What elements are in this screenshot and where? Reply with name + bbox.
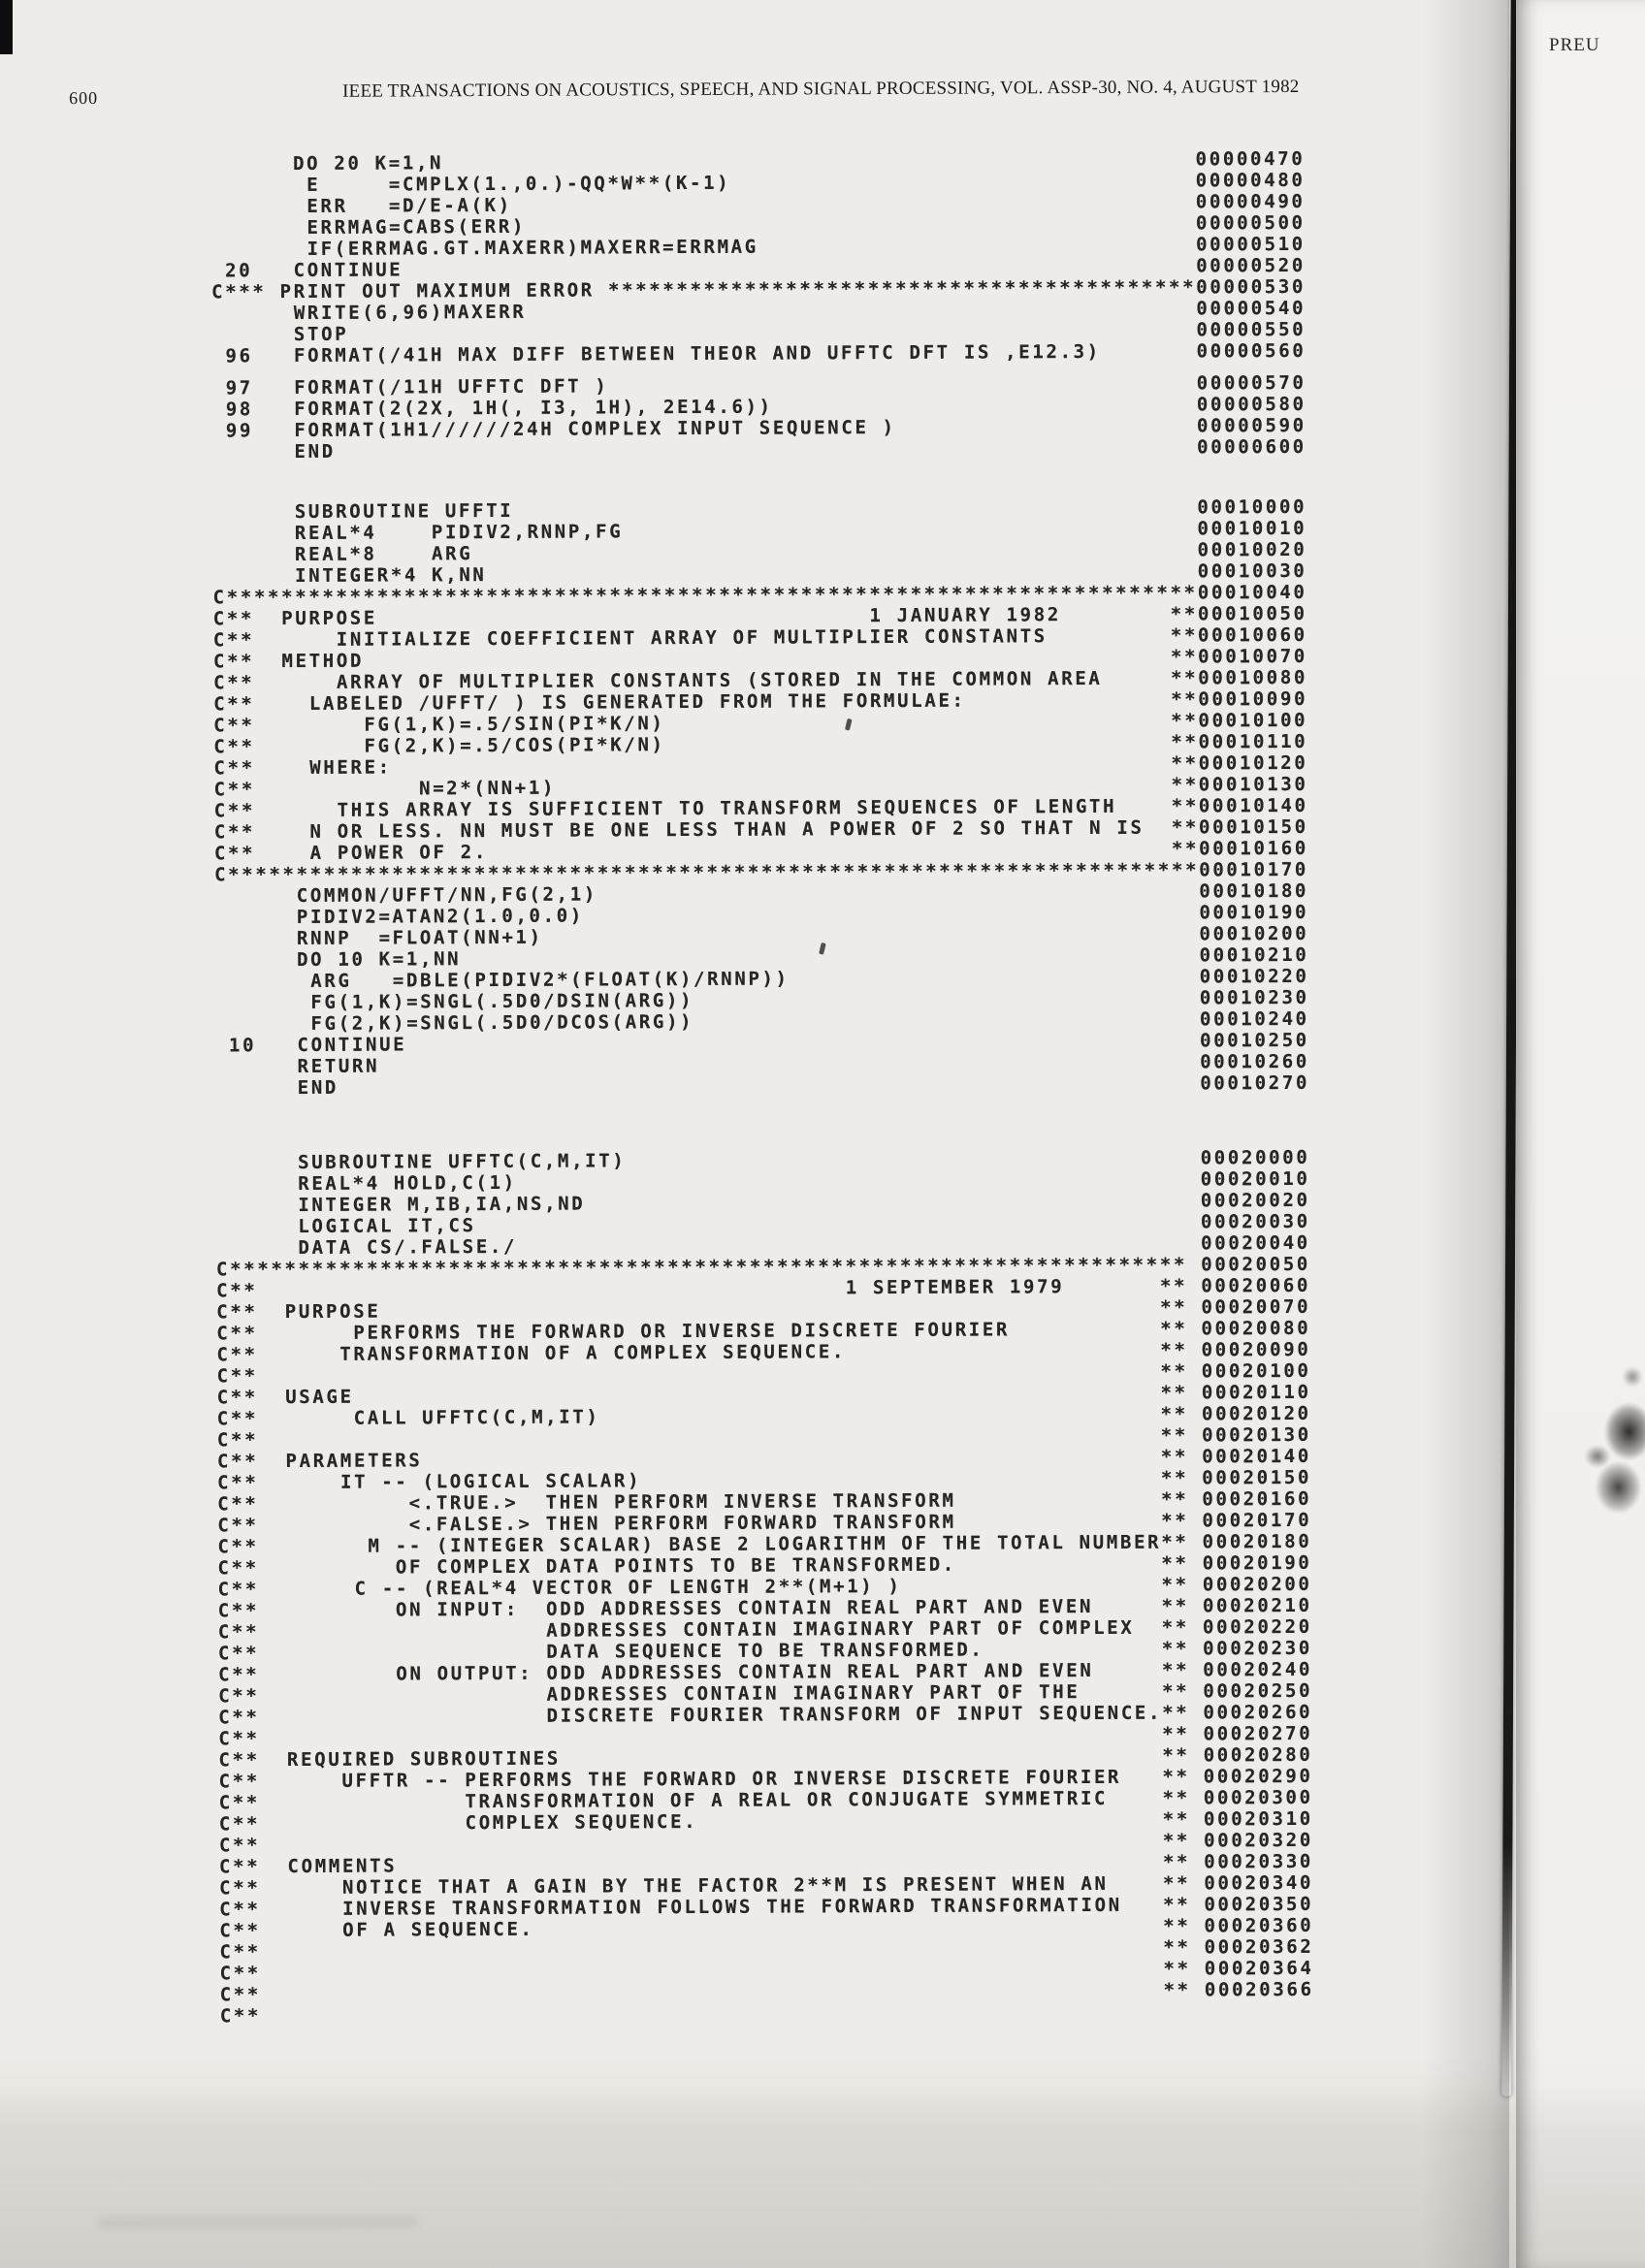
card-sequence-number: 00010270 — [1200, 1071, 1310, 1095]
code-text: 99 FORMAT(1H1//////24H COMPLEX INPUT SEQUENCE ) — [211, 416, 896, 442]
code-text: C** M -- (INTEGER SCALAR) BASE 2 LOGARITHM OF THE TOTAL NUMBER — [217, 1531, 1162, 1558]
code-text: INTEGER*4 K,NN — [212, 564, 487, 588]
code-text: INTEGER M,IB,IA,NS,ND — [215, 1193, 586, 1217]
code-text: RETURN — [214, 1055, 380, 1078]
comment-border: ** — [1160, 1360, 1188, 1383]
code-text: C********************************************************************** — [215, 1254, 1188, 1281]
code-text: LOGICAL IT,CS — [215, 1215, 476, 1238]
code-text: C** ADDRESSES CONTAIN IMAGINARY PART OF THE — [218, 1681, 1081, 1708]
code-text: C** COMMENTS — [218, 1855, 398, 1878]
code-text: C** METHOD — [212, 650, 365, 673]
card-sequence-number: 00020070 — [1201, 1295, 1311, 1319]
card-sequence-number: 00010050 — [1197, 602, 1307, 625]
code-text: C** LABELED /UFFT/ ) IS GENERATED FROM THE FORMULAE: — [213, 689, 966, 716]
code-text: ERRMAG=CABS(ERR) — [210, 215, 527, 240]
card-sequence-number: 00010250 — [1200, 1029, 1309, 1052]
card-sequence-number: 00020210 — [1202, 1594, 1312, 1617]
card-sequence-number: 00020300 — [1203, 1786, 1313, 1809]
card-sequence-number: 00010000 — [1197, 495, 1307, 519]
card-sequence-number: 00020250 — [1203, 1679, 1313, 1703]
card-sequence-number: 00020270 — [1203, 1722, 1313, 1745]
comment-border: ** — [1171, 667, 1199, 689]
card-sequence-number: 00020260 — [1203, 1701, 1313, 1724]
comment-border: ** — [1161, 1574, 1189, 1596]
card-sequence-number: 00020050 — [1201, 1253, 1311, 1276]
code-text: C** ON OUTPUT: ODD ADDRESSES CONTAIN REAL PART AND EVEN — [218, 1659, 1094, 1686]
code-text: C** DATA SEQUENCE TO BE TRANSFORMED. — [217, 1639, 984, 1665]
card-sequence-number: 00020364 — [1204, 1957, 1314, 1980]
code-text: REAL*8 ARG — [212, 543, 473, 566]
code-text: C** — [216, 1280, 258, 1302]
card-sequence-number: 00020200 — [1202, 1573, 1312, 1596]
code-text: C*** PRINT OUT MAXIMUM ERROR ******************************************* — [211, 276, 1197, 303]
page-number: 600 — [69, 87, 99, 109]
code-text: WRITE(6,96)MAXERR — [211, 301, 527, 325]
comment-border: ** — [1161, 1680, 1190, 1703]
code-text: END — [215, 1076, 339, 1100]
comment-border: ** — [1161, 1595, 1189, 1617]
comment-border: ** — [1162, 1851, 1191, 1873]
card-sequence-number: 00010060 — [1197, 623, 1307, 647]
card-sequence-number: 00020340 — [1204, 1871, 1314, 1895]
code-text: C** C -- (REAL*4 VECTOR OF LENGTH 2**(M+1) ) — [217, 1575, 902, 1601]
card-sequence-number: 00000570 — [1196, 371, 1306, 395]
comment-date: 1 SEPTEMBER 1979 — [845, 1276, 1065, 1299]
code-text: C** — [218, 1728, 260, 1750]
comment-border: ** — [1160, 1446, 1189, 1468]
card-sequence-number: 00010180 — [1199, 879, 1309, 903]
fortran-listing-main-program — [210, 147, 1404, 367]
card-sequence-number: 00020360 — [1204, 1914, 1314, 1937]
comment-date: 1 JANUARY 1982 — [869, 604, 1061, 627]
code-text: COMMON/UFFT/NN,FG(2,1) — [214, 883, 597, 908]
code-text: FG(2,K)=SNGL(.5D0/DCOS(ARG)) — [214, 1010, 694, 1036]
code-text: C** WHERE: — [213, 756, 392, 780]
comment-border: ** — [1161, 1616, 1189, 1639]
comment-border: ** — [1171, 752, 1199, 775]
page-gutter-shadow — [1422, 0, 1509, 2268]
code-text: C*********************************************************************** — [213, 859, 1200, 886]
comment-border: ** — [1170, 646, 1199, 668]
code-text: PIDIV2=ATAN2(1.0,0.0) — [214, 905, 584, 929]
code-text: C** — [218, 1835, 261, 1857]
adjacent-page-text: PREU — [1549, 35, 1600, 55]
fortran-listing-main-program-formats — [212, 371, 1405, 463]
code-text: 97 FORMAT(/11H UFFTC DFT ) — [211, 375, 609, 399]
card-sequence-number: 00010020 — [1197, 538, 1307, 561]
code-line — [220, 1999, 1413, 2027]
card-sequence-number: 00020150 — [1202, 1466, 1312, 1489]
card-sequence-number: 00000470 — [1195, 147, 1306, 171]
card-sequence-number: 00010120 — [1198, 751, 1308, 775]
code-text: SUBROUTINE UFFTC(C,M,IT) — [215, 1150, 627, 1174]
code-text: C** COMPLEX SEQUENCE. — [218, 1810, 698, 1836]
code-text: C** INVERSE TRANSFORMATION FOLLOWS THE FORWARD TRANSFORMATION — [219, 1894, 1122, 1921]
code-text: 96 FORMAT(/41H MAX DIFF BETWEEN THEOR AND UFFTC DFT IS ,E12.3) — [211, 340, 1101, 367]
card-sequence-number: 00000500 — [1195, 211, 1306, 235]
code-text: C** ARRAY OF MULTIPLIER CONSTANTS (STORED IN THE COMMON AREA — [213, 667, 1103, 694]
card-sequence-number: 00010200 — [1199, 922, 1309, 945]
comment-border: ** — [1162, 1808, 1190, 1831]
card-sequence-number: 00000480 — [1195, 169, 1306, 192]
card-sequence-number: 00020180 — [1202, 1530, 1312, 1553]
card-sequence-number: 00010210 — [1199, 943, 1309, 967]
card-sequence-number: 00000520 — [1196, 254, 1306, 277]
code-text: C*********************************************************************** — [212, 582, 1198, 609]
code-text: C** INITIALIZE COEFFICIENT ARRAY OF MULTIPLIER CONSTANTS — [212, 625, 1048, 652]
comment-border: ** — [1163, 1936, 1191, 1959]
card-sequence-number: 00020170 — [1202, 1509, 1312, 1532]
code-text: C** REQUIRED SUBROUTINES — [218, 1747, 562, 1772]
card-sequence-number: 00010170 — [1199, 858, 1309, 881]
card-sequence-number: 00020290 — [1203, 1765, 1313, 1788]
code-text: C** PURPOSE — [212, 607, 377, 630]
code-line — [212, 435, 1405, 463]
scan-edge-noise — [1609, 1358, 1645, 1396]
code-text: C** TRANSFORMATION OF A REAL OR CONJUGATE SYMMETRIC — [218, 1787, 1109, 1814]
comment-border: ** — [1160, 1339, 1188, 1361]
comment-border: ** — [1161, 1488, 1189, 1511]
comment-border: ** — [1170, 624, 1199, 647]
card-sequence-number: 00020060 — [1201, 1274, 1311, 1297]
code-text: RNNP =FLOAT(NN+1) — [214, 926, 543, 950]
card-sequence-number: 00020160 — [1202, 1487, 1312, 1511]
code-text: C** UFFTR -- PERFORMS THE FORWARD OR INVERSE DISCRETE FOURIER — [218, 1766, 1122, 1793]
code-text: C** ADDRESSES CONTAIN IMAGINARY PART OF COMPLEX — [217, 1616, 1135, 1644]
comment-border: ** — [1162, 1723, 1190, 1745]
code-text: C** NOTICE THAT A GAIN BY THE FACTOR 2**M IS PRESENT WHEN AN — [219, 1872, 1109, 1900]
code-text: C** OF COMPLEX DATA POINTS TO BE TRANSFORMED. — [217, 1553, 956, 1580]
comment-border: ** — [1171, 710, 1199, 732]
card-sequence-number: 00020350 — [1204, 1893, 1314, 1916]
code-text: C** CALL UFFTC(C,M,IT) — [216, 1406, 600, 1430]
card-sequence-number: 00010240 — [1199, 1007, 1309, 1031]
code-text: C** TRANSFORMATION OF A COMPLEX SEQUENCE. — [216, 1341, 847, 1366]
card-sequence-number: 00010100 — [1198, 709, 1308, 732]
code-text: STOP — [211, 323, 349, 346]
code-text: C** N OR LESS. NN MUST BE ONE LESS THAN A POWER OF 2 SO THAT N IS — [213, 816, 1145, 844]
comment-border: ** — [1163, 1915, 1191, 1937]
code-text: C** OF A SEQUENCE. — [219, 1918, 534, 1942]
comment-border: ** — [1160, 1403, 1188, 1425]
card-sequence-number: 00020230 — [1203, 1637, 1312, 1660]
fortran-listing-subroutine-ufftc — [215, 1146, 1412, 2027]
comment-border: ** — [1171, 795, 1199, 817]
card-sequence-number: 00020220 — [1202, 1615, 1312, 1639]
card-sequence-number: 00000600 — [1197, 435, 1306, 459]
card-sequence-number: 00000580 — [1196, 393, 1306, 416]
card-sequence-number: 00010070 — [1198, 645, 1307, 668]
code-text: DATA CS/.FALSE./ — [215, 1235, 518, 1260]
card-sequence-number: 00000540 — [1196, 297, 1306, 320]
card-sequence-number: 00000590 — [1196, 414, 1306, 437]
card-sequence-number: 00020120 — [1201, 1402, 1311, 1425]
card-sequence-number: 00020140 — [1202, 1445, 1312, 1468]
card-sequence-number: 00000530 — [1196, 275, 1306, 299]
card-sequence-number: 00020030 — [1200, 1210, 1310, 1233]
card-sequence-number: 00020280 — [1203, 1743, 1313, 1767]
card-sequence-number: 00000550 — [1196, 318, 1306, 341]
card-sequence-number: 00010010 — [1197, 517, 1307, 540]
comment-border: ** — [1162, 1830, 1191, 1852]
comment-border: ** — [1160, 1382, 1188, 1404]
card-sequence-number: 00020330 — [1204, 1850, 1314, 1873]
card-sequence-number: 00010030 — [1197, 559, 1307, 583]
comment-border: ** — [1171, 731, 1199, 753]
card-sequence-number: 00020362 — [1204, 1935, 1314, 1959]
code-text: E =CMPLX(1.,0.)-QQ*W**(K-1) — [210, 172, 731, 197]
comment-border: ** — [1160, 1296, 1188, 1319]
comment-border: ** — [1162, 1744, 1190, 1767]
scan-smudge-artifact — [98, 2215, 418, 2229]
comment-border: ** — [1160, 1467, 1189, 1489]
code-text: C** N=2*(NN+1) — [213, 777, 557, 801]
code-text: C** — [216, 1429, 259, 1452]
comment-border: ** — [1171, 816, 1200, 839]
card-sequence-number: 00020100 — [1201, 1359, 1311, 1383]
card-sequence-number: 00000560 — [1196, 339, 1306, 363]
card-sequence-number: 00010230 — [1199, 986, 1309, 1009]
code-text: C** — [219, 1984, 262, 2006]
code-text: 98 FORMAT(2(2X, 1H(, I3, 1H), 2E14.6)) — [211, 396, 773, 421]
comment-border: ** — [1160, 1318, 1188, 1340]
comment-border: ** — [1162, 1872, 1191, 1895]
card-sequence-number: 00020090 — [1201, 1338, 1311, 1361]
card-sequence-number: 00010090 — [1198, 687, 1308, 711]
comment-border: ** — [1163, 1979, 1191, 2001]
card-sequence-number: 00020110 — [1201, 1381, 1311, 1404]
code-text: ERR =D/E-A(K) — [210, 194, 512, 218]
code-text: DO 20 K=1,N — [210, 152, 444, 176]
code-text: C** PARAMETERS — [216, 1450, 423, 1473]
card-sequence-number: 00000490 — [1195, 190, 1306, 213]
code-text: ARG =DBLE(PIDIV2*(FLOAT(K)/RNNP)) — [214, 968, 790, 993]
scan-edge-noise — [1580, 1394, 1645, 1518]
comment-border: ** — [1161, 1659, 1190, 1681]
code-text: C** PERFORMS THE FORWARD OR INVERSE DISCRETE FOURIER — [216, 1319, 1011, 1345]
code-text: SUBROUTINE UFFTI — [212, 499, 514, 524]
card-sequence-number: 00020240 — [1203, 1658, 1313, 1681]
comment-border: ** — [1160, 1424, 1189, 1447]
code-text: FG(1,K)=SNGL(.5D0/DSIN(ARG)) — [214, 989, 694, 1014]
comment-border: ** — [1171, 688, 1199, 711]
card-sequence-number: 00020130 — [1202, 1423, 1311, 1447]
card-sequence-number: 00020010 — [1200, 1167, 1310, 1191]
code-text: C** ON INPUT: ODD ADDRESSES CONTAIN REAL PART AND EVEN — [217, 1595, 1094, 1622]
card-sequence-number: 00010130 — [1198, 773, 1308, 796]
code-text: C** A POWER OF 2. — [213, 842, 488, 865]
code-text: C** <.FALSE.> THEN PERFORM FORWARD TRANSFORM — [217, 1511, 956, 1537]
comment-border: ** — [1162, 1787, 1190, 1809]
comment-border: ** — [1162, 1702, 1190, 1724]
card-sequence-number: 00020190 — [1202, 1551, 1312, 1575]
comment-border: ** — [1163, 1894, 1191, 1916]
comment-border: ** — [1163, 1958, 1191, 1980]
code-text: C** FG(2,K)=.5/COS(PI*K/N) — [213, 734, 665, 758]
card-sequence-number: 00010190 — [1199, 901, 1309, 924]
code-text: 20 CONTINUE — [210, 259, 403, 282]
card-sequence-number: 00020000 — [1200, 1146, 1310, 1169]
card-sequence-number: 00020080 — [1201, 1317, 1311, 1340]
comment-border: ** — [1162, 1766, 1190, 1788]
journal-running-head: IEEE TRANSACTIONS ON ACOUSTICS, SPEECH, AND SIGNAL PROCESSING, VOL. ASSP-30, NO. 4, AUGUST 1982 — [342, 76, 1300, 102]
card-sequence-number: 00010150 — [1198, 815, 1308, 839]
comment-border: ** — [1170, 603, 1198, 625]
comment-border: ** — [1159, 1275, 1188, 1297]
comment-border: ** — [1161, 1510, 1189, 1532]
code-text: DO 10 K=1,NN — [214, 948, 462, 972]
card-sequence-number: 00010220 — [1199, 965, 1309, 988]
card-sequence-number: 00010140 — [1198, 794, 1308, 817]
comment-border: ** — [1171, 838, 1200, 860]
card-sequence-number: 00020366 — [1204, 1978, 1314, 2001]
comment-border: ** — [1161, 1552, 1189, 1575]
code-text: C** — [219, 1963, 261, 1985]
code-line — [215, 1071, 1408, 1099]
adjacent-page — [1516, 0, 1645, 2268]
card-sequence-number: 00020020 — [1200, 1189, 1310, 1212]
code-text: C** DISCRETE FOURIER TRANSFORM OF INPUT SEQUENCE. — [218, 1702, 1163, 1729]
comment-border: ** — [1171, 774, 1199, 796]
card-sequence-number: 00000510 — [1196, 233, 1306, 256]
code-text: C** USAGE — [216, 1386, 354, 1409]
card-sequence-number: 00010160 — [1199, 837, 1308, 860]
code-text: REAL*4 HOLD,C(1) — [215, 1171, 517, 1196]
code-text: 10 CONTINUE — [214, 1034, 407, 1057]
code-line — [211, 339, 1404, 367]
card-sequence-number: 00010040 — [1197, 581, 1307, 604]
code-text: C** <.TRUE.> THEN PERFORM INVERSE TRANSFORM — [217, 1489, 956, 1516]
code-text: C** — [219, 2005, 262, 2028]
comment-border: ** — [1161, 1531, 1189, 1553]
code-text: REAL*4 PIDIV2,RNNP,FG — [212, 521, 624, 545]
card-sequence-number: 00020310 — [1203, 1807, 1313, 1831]
code-text: C** THIS ARRAY IS SUFFICIENT TO TRANSFORM SEQUENCES OF LENGTH — [213, 795, 1117, 822]
code-text: C** — [216, 1365, 258, 1388]
fortran-listing-subroutine-uffti — [212, 495, 1408, 1099]
card-sequence-number: 00020320 — [1204, 1829, 1313, 1852]
comment-border: ** — [1161, 1638, 1190, 1660]
card-sequence-number: 00020040 — [1201, 1231, 1310, 1255]
code-text: C** — [219, 1941, 261, 1964]
code-text: C** FG(1,K)=.5/SIN(PI*K/N) — [213, 713, 665, 737]
card-sequence-number: 00010110 — [1198, 730, 1308, 753]
code-text: IF(ERRMAG.GT.MAXERR)MAXERR=ERRMAG — [210, 236, 758, 261]
code-text: C** IT -- (LOGICAL SCALAR) — [217, 1470, 642, 1494]
card-sequence-number: 00010260 — [1200, 1050, 1310, 1073]
code-text: C** PURPOSE — [216, 1300, 381, 1324]
card-sequence-number: 00010080 — [1198, 666, 1308, 689]
code-text: END — [211, 440, 336, 463]
